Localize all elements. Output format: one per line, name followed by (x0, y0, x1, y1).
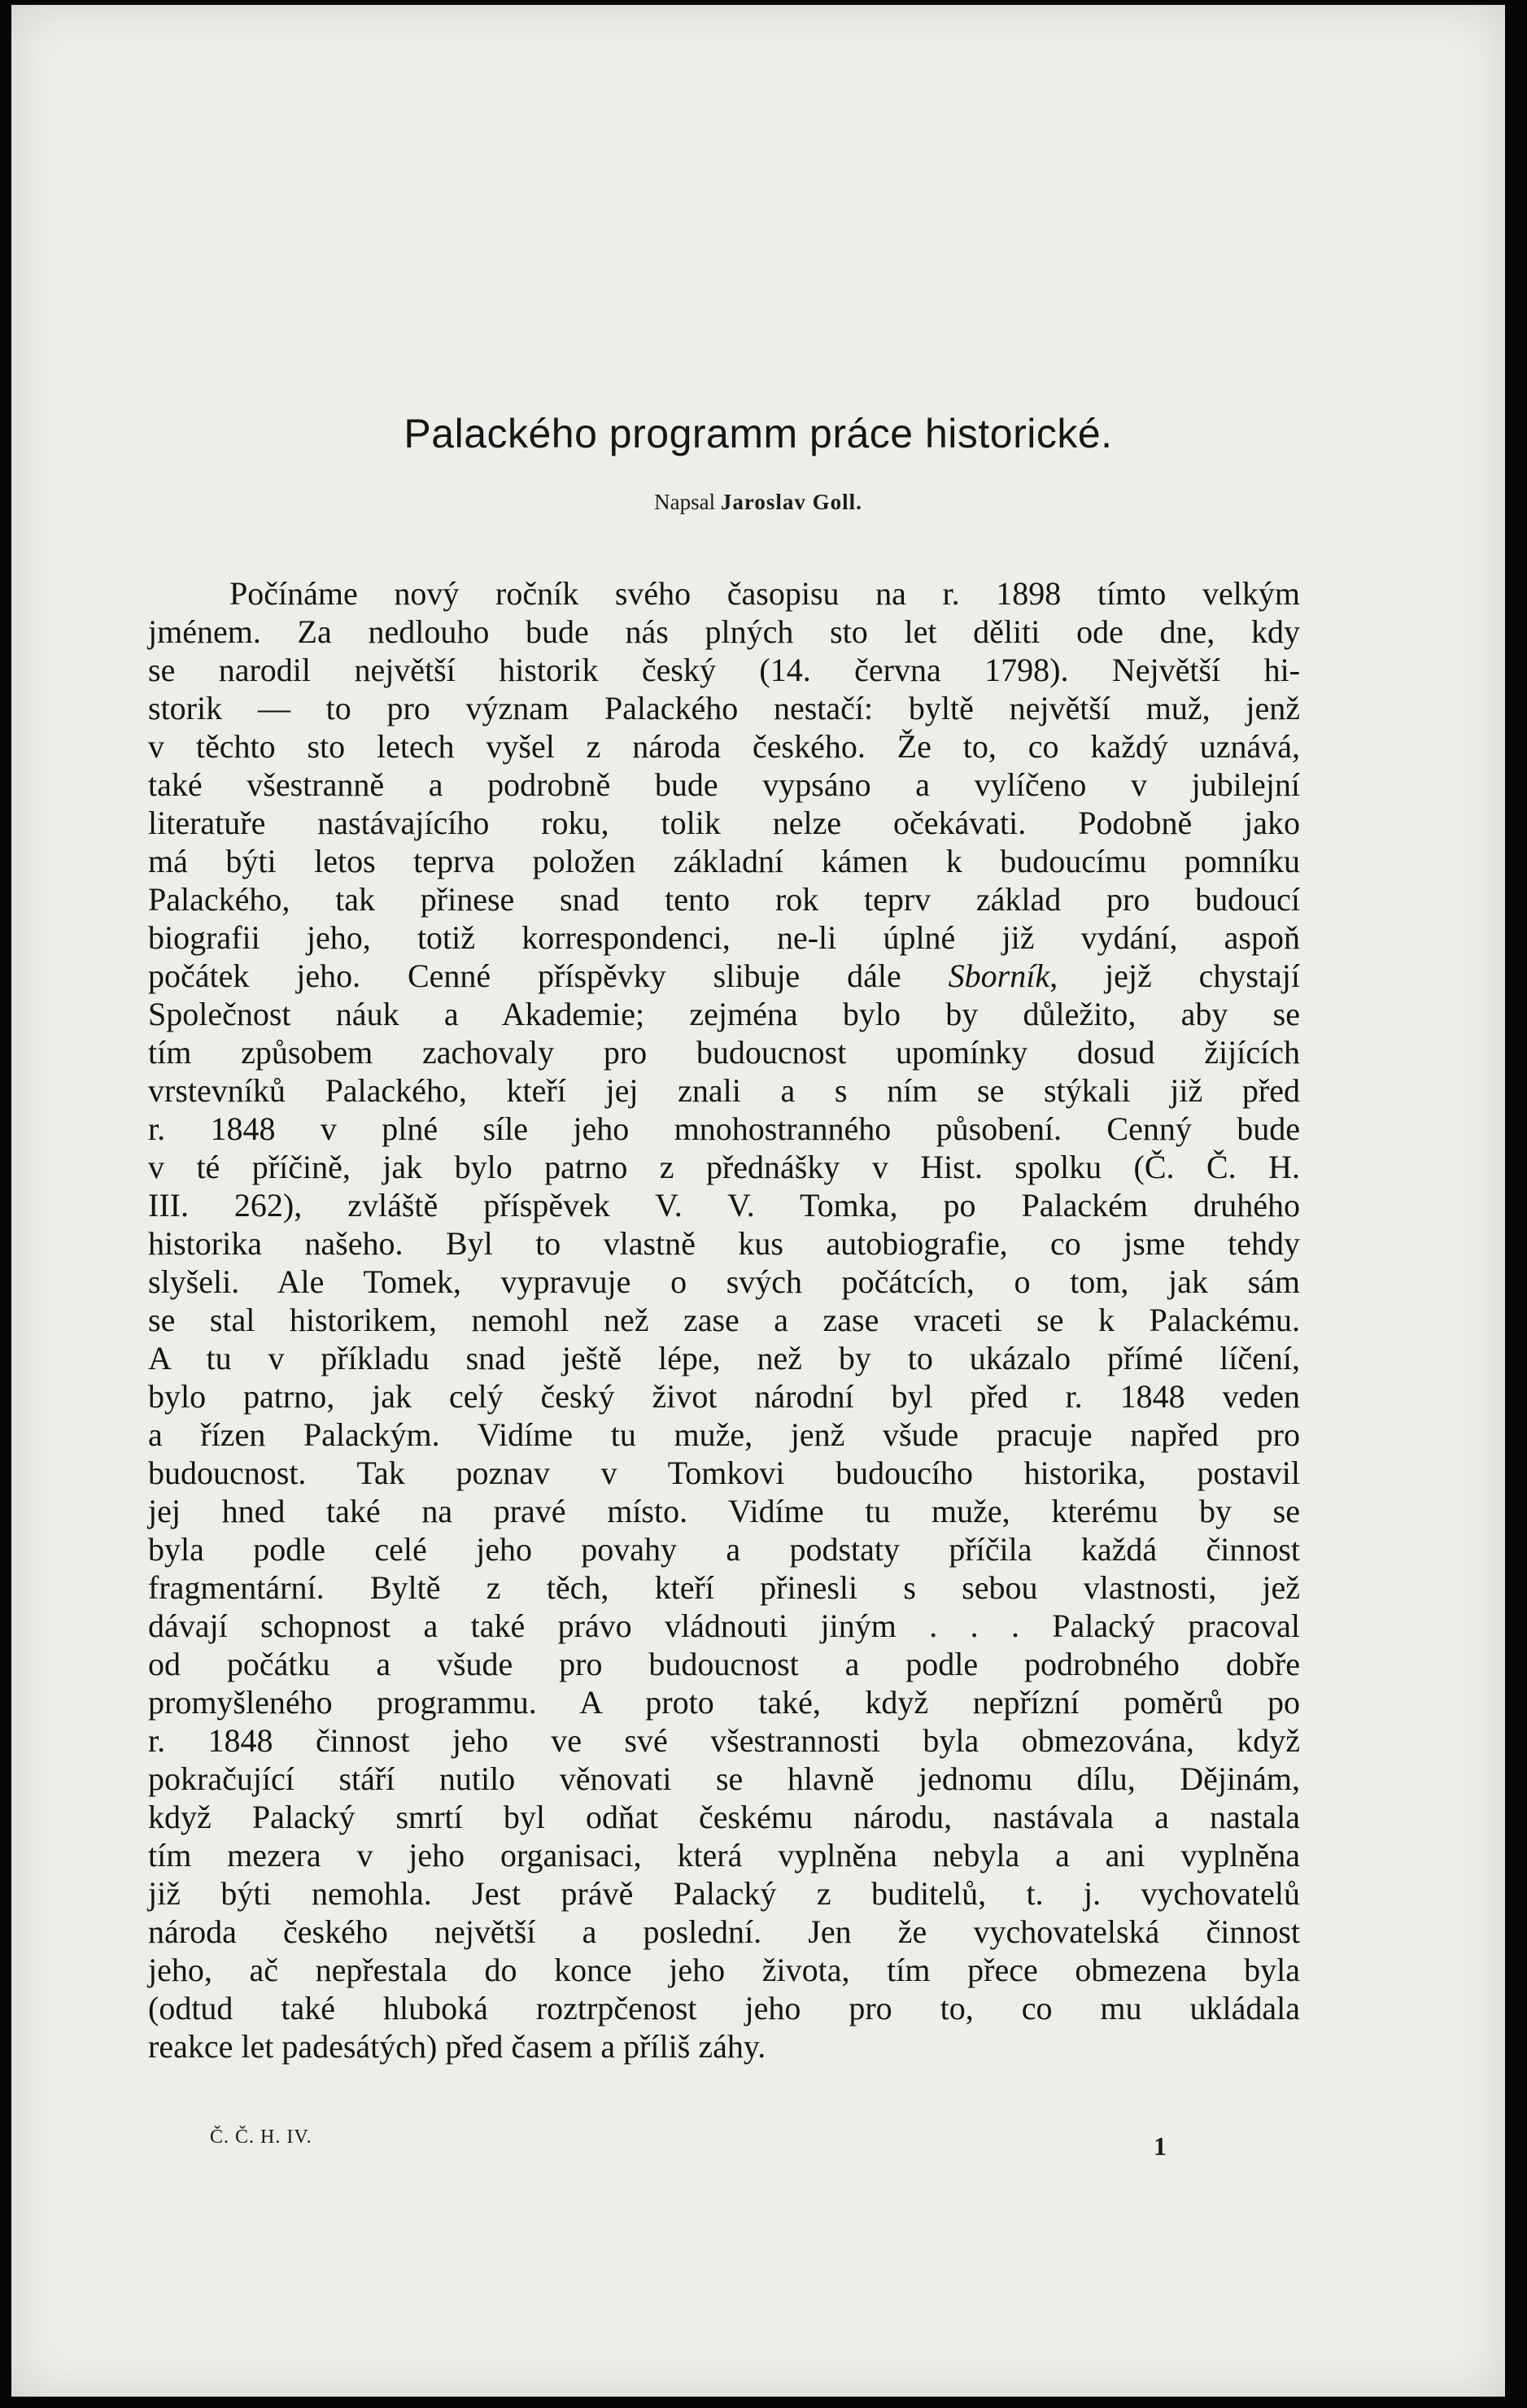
text-line: III. 262), zvláště příspěvek V. V. Tomka, po Palackém druhého (148, 1187, 1300, 1224)
page-number: 1 (1154, 2131, 1167, 2161)
text-line: historika našeho. Byl to vlastně kus autobiografie, co jsme tehdy (148, 1225, 1300, 1262)
text-line: Palackého, tak přinese snad tento rok teprv základ pro budoucí (148, 881, 1300, 918)
text-line: v těchto sto letech vyšel z národa českého. Že to, co každý uznává, (148, 728, 1300, 765)
text-line: od počátku a všude pro budoucnost a podle podrobného dobře (148, 1646, 1300, 1682)
text-line: když Palacký smrtí byl odňat českému národu, nastávala a nastala (148, 1799, 1300, 1835)
article-title: Palackého programm práce historické. (404, 411, 1113, 456)
footer-signature: Č. Č. H. IV. (210, 2127, 312, 2148)
text-line: bylo patrno, jak celý český život národní byl před r. 1848 veden (148, 1378, 1300, 1415)
text-line: Počínáme nový ročník svého časopisu na r. 1898 tímto velkým (229, 575, 1300, 612)
text-line: r. 1848 činnost jeho ve své všestrannosti byla obmezována, když (148, 1722, 1300, 1759)
article-body (148, 574, 1300, 2066)
text-line: fragmentární. Byltě z těch, kteří přinesli s sebou vlastnosti, jež (148, 1569, 1300, 1606)
text-line: byla podle celé jeho povahy a podstaty příčila každá činnost (148, 1531, 1300, 1568)
text-line: tím způsobem zachovaly pro budoucnost upomínky dosud žijících (148, 1034, 1300, 1071)
text-line: jeho, ač nepřestala do konce jeho života, tím přece obmezena byla (148, 1952, 1300, 1988)
byline-prefix: Napsal (654, 490, 716, 514)
text-line: se stal historikem, nemohl než zase a zase vraceti se k Palackému. (148, 1302, 1300, 1338)
text-line: má býti letos teprva položen základní kámen k budoucímu pomníku (148, 843, 1300, 879)
text-line: literatuře nastávajícího roku, tolik nelze očekávati. Podobně jako (148, 805, 1300, 841)
text-line: tím mezera v jeho organisaci, která vyplněna nebyla a ani vyplněna (148, 1837, 1300, 1874)
text-line: budoucnost. Tak poznav v Tomkovi budoucího historika, postavil (148, 1455, 1300, 1491)
text-line: také všestranně a podrobně bude vypsáno a vylíčeno v jubilejní (148, 766, 1300, 803)
text-line: reakce let padesátých) před časem a příliš záhy. (148, 2028, 766, 2065)
text-line: počátek jeho. Cenné příspěvky slibuje dále Sborník, jejž chystají (148, 958, 1300, 994)
text-line: jménem. Za nedlouho bude nás plných sto let děliti ode dne, kdy (148, 613, 1300, 650)
text-line: r. 1848 v plné síle jeho mnohostranného působení. Cenný bude (148, 1110, 1300, 1147)
text-line: vrstevníků Palackého, kteří jej znali a s ním se stýkali již před (148, 1072, 1300, 1109)
text-line: pokračující stáří nutilo věnovati se hlavně jednomu dílu, Dějinám, (148, 1760, 1300, 1797)
text-line: storik — to pro význam Palackého nestačí: byltě největší muž, jenž (148, 690, 1300, 726)
text-line: Společnost náuk a Akademie; zejména bylo by důležito, aby se (148, 996, 1300, 1032)
text-line: již býti nemohla. Jest právě Palacký z buditelů, t. j. vychovatelů (148, 1875, 1300, 1912)
text-line: jej hned také na pravé místo. Vidíme tu muže, kterému by se (148, 1493, 1300, 1529)
text-line: slyšeli. Ale Tomek, vypravuje o svých počátcích, o tom, jak sám (148, 1263, 1300, 1300)
text-line: národa českého největší a poslední. Jen že vychovatelská činnost (148, 1913, 1300, 1950)
byline-author: Jaroslav Goll. (720, 490, 862, 514)
text-line: (odtud také hluboká roztrpčenost jeho pro to, co mu ukládala (148, 1990, 1300, 2026)
text-line: se narodil největší historik český (14. června 1798). Největší hi- (148, 652, 1300, 688)
text-line: biografii jeho, totiž korrespondenci, ne-li úplné již vydání, aspoň (148, 919, 1300, 956)
text-line: v té příčině, jak bylo patrno z přednášky v Hist. spolku (Č. Č. H. (148, 1149, 1300, 1185)
text-line: dávají schopnost a také právo vládnouti jiným . . . Palacký pracoval (148, 1608, 1300, 1644)
byline (11, 490, 1505, 515)
text-line: promyšleného programmu. A proto také, když nepřízní poměrů po (148, 1684, 1300, 1721)
book-page (11, 5, 1505, 2397)
italic-title-sbornik: Sborník (948, 958, 1050, 994)
text-line: A tu v příkladu snad ještě lépe, než by to ukázalo přímé líčení, (148, 1340, 1300, 1376)
text-line: a řízen Palackým. Vidíme tu muže, jenž všude pracuje napřed pro (148, 1416, 1300, 1453)
